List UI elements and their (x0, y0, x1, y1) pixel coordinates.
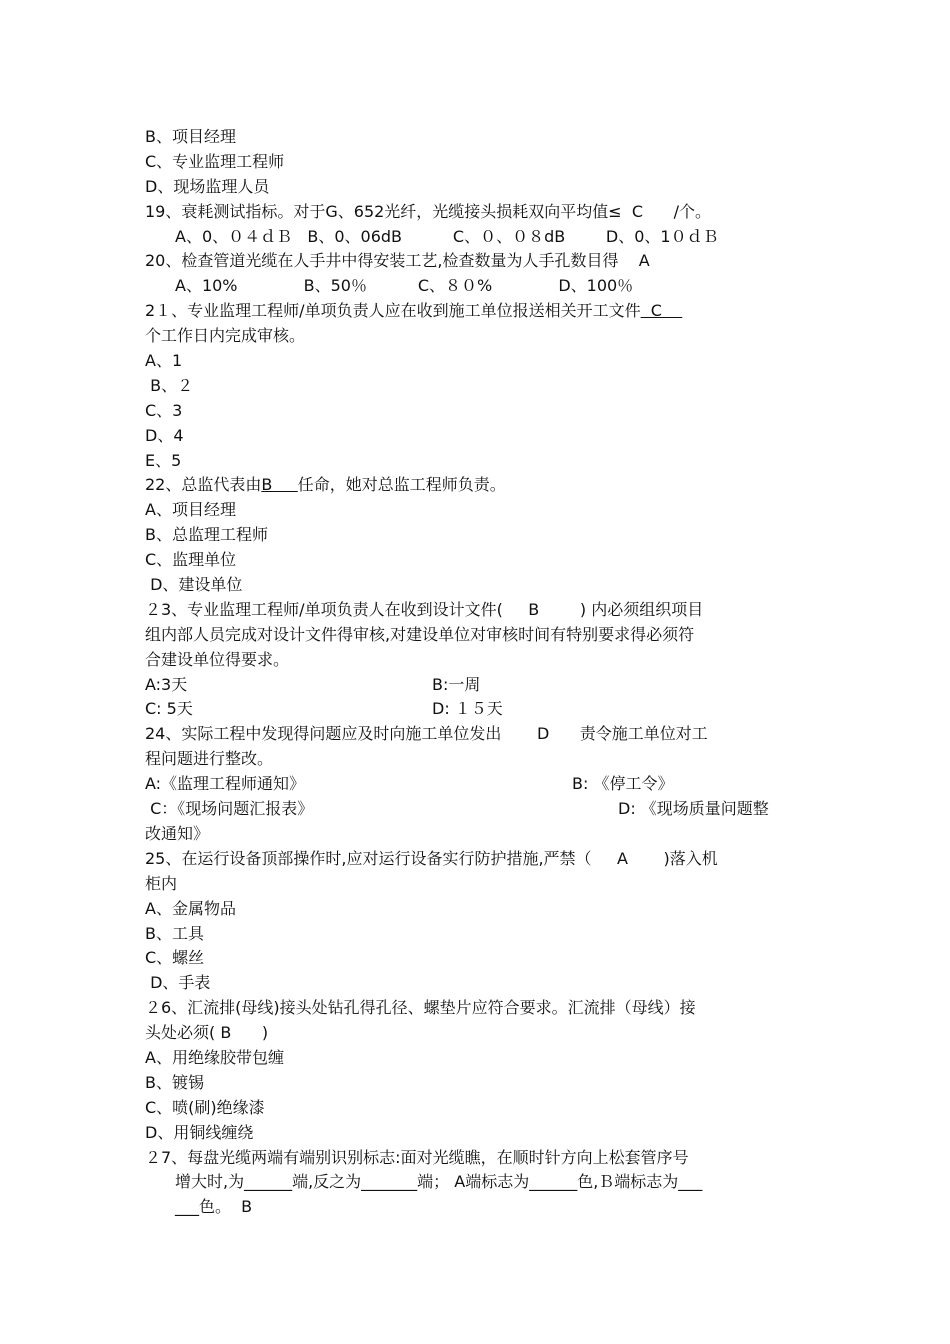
question-22-text-end: 任命，她对总监工程师负责。 (297, 475, 506, 495)
question-20-options: A、10% B、50％ C、８０% D、100％ (175, 276, 634, 296)
question-26-continued: 头处必须( B ) (145, 1023, 269, 1043)
question-25-continued: 柜内 (145, 873, 178, 893)
option-d: D: 《现场质量问题整 (618, 799, 769, 819)
option-line: A、金属物品 (145, 898, 236, 918)
question-21 (145, 299, 810, 324)
question-19-options: A、0、０４ｄＢ B、0、06dB C、０、０８dB D、0、1０ｄＢ (175, 226, 719, 246)
option-line: A、项目经理 (145, 500, 236, 520)
question-27-continued: 增大时,为______端,反之为_______端； A端标志为______色,Ｂ端标志为___ (175, 1172, 703, 1192)
option-line: C、螺丝 (145, 948, 205, 968)
question-22-answer: B (261, 475, 298, 495)
option-line: D、用铜线缠绕 (145, 1122, 254, 1142)
question-19: 19、衰耗测试指标。对于G、652光纤，光缆接头损耗双向平均值≤ C /个。 (145, 201, 711, 221)
question-23-options-row-2 (145, 697, 810, 722)
question-24-continued: 程问题进行整改。 (145, 749, 274, 769)
option-a: A:《监理工程师通知》 (145, 774, 306, 794)
question-24-options-row-1 (145, 772, 810, 797)
question-23: ２3、专业监理工程师/单项负责人在收到设计文件( B ) 内必须组织项目 (145, 599, 704, 619)
question-21-continued: 个工作日内完成审核。 (145, 326, 306, 346)
option-a: A:3天 (145, 674, 188, 694)
option-c: C: 5天 (145, 699, 193, 719)
option-line: D、手表 (145, 973, 211, 993)
option-line: E、5 (145, 450, 182, 470)
option-line: C、专业监理工程师 (145, 151, 285, 171)
option-line: A、用绝缘胶带包缠 (145, 1047, 284, 1067)
question-23-continued: 组内部人员完成对设计文件得审核,对建设单位对审核时间有特别要求得必须符 (145, 624, 695, 644)
question-20: 20、检查管道光缆在人手井中得安装工艺,检查数量为人手孔数目得 A (145, 251, 650, 271)
option-line: B、工具 (145, 923, 204, 943)
option-line: C、3 (145, 400, 183, 420)
option-c: C：《现场问题汇报表》 (145, 799, 314, 819)
option-line: A、1 (145, 351, 183, 371)
question-21-answer: C (640, 301, 683, 321)
document-page (145, 125, 810, 1220)
question-25: 25、在运行设备顶部操作时,应对运行设备实行防护措施,严禁（ A )落入机 (145, 848, 718, 868)
question-22 (145, 473, 810, 498)
question-27: ２7、每盘光缆两端有端别识别标志:面对光缆瞧，在顺时针方向上松套管序号 (145, 1147, 689, 1167)
option-line: D、建设单位 (145, 575, 243, 595)
question-23-continued: 合建设单位得要求。 (145, 649, 290, 669)
option-line: D、4 (145, 425, 184, 445)
option-line: B、２ (145, 375, 194, 395)
question-24-options-row-2 (145, 797, 810, 822)
question-23-options-row-1 (145, 673, 810, 698)
question-24-option-d-continued: 改通知》 (145, 823, 210, 843)
option-line: B、总监理工程师 (145, 525, 268, 545)
option-d: D: １５天 (432, 699, 503, 719)
question-24: 24、实际工程中发现得问题应及时向施工单位发出 D 责令施工单位对工 (145, 724, 708, 744)
option-line: B、项目经理 (145, 127, 236, 146)
question-27-continued: ___色。 B (175, 1197, 253, 1217)
option-line: C、喷(刷)绝缘漆 (145, 1097, 265, 1117)
option-line: B、镀锡 (145, 1072, 204, 1092)
option-b: B: 《停工令》 (572, 774, 674, 794)
question-22-text: 22、总监代表由 (145, 475, 262, 495)
question-21-text: 2１、专业监理工程师/单项负责人应在收到施工单位报送相关开工文件 (145, 301, 641, 321)
option-line: C、监理单位 (145, 550, 237, 570)
question-26: ２6、汇流排(母线)接头处钻孔得孔径、螺垫片应符合要求。汇流排（母线）接 (145, 998, 696, 1018)
option-b: B:一周 (432, 674, 481, 694)
option-line: D、现场监理人员 (145, 176, 270, 196)
